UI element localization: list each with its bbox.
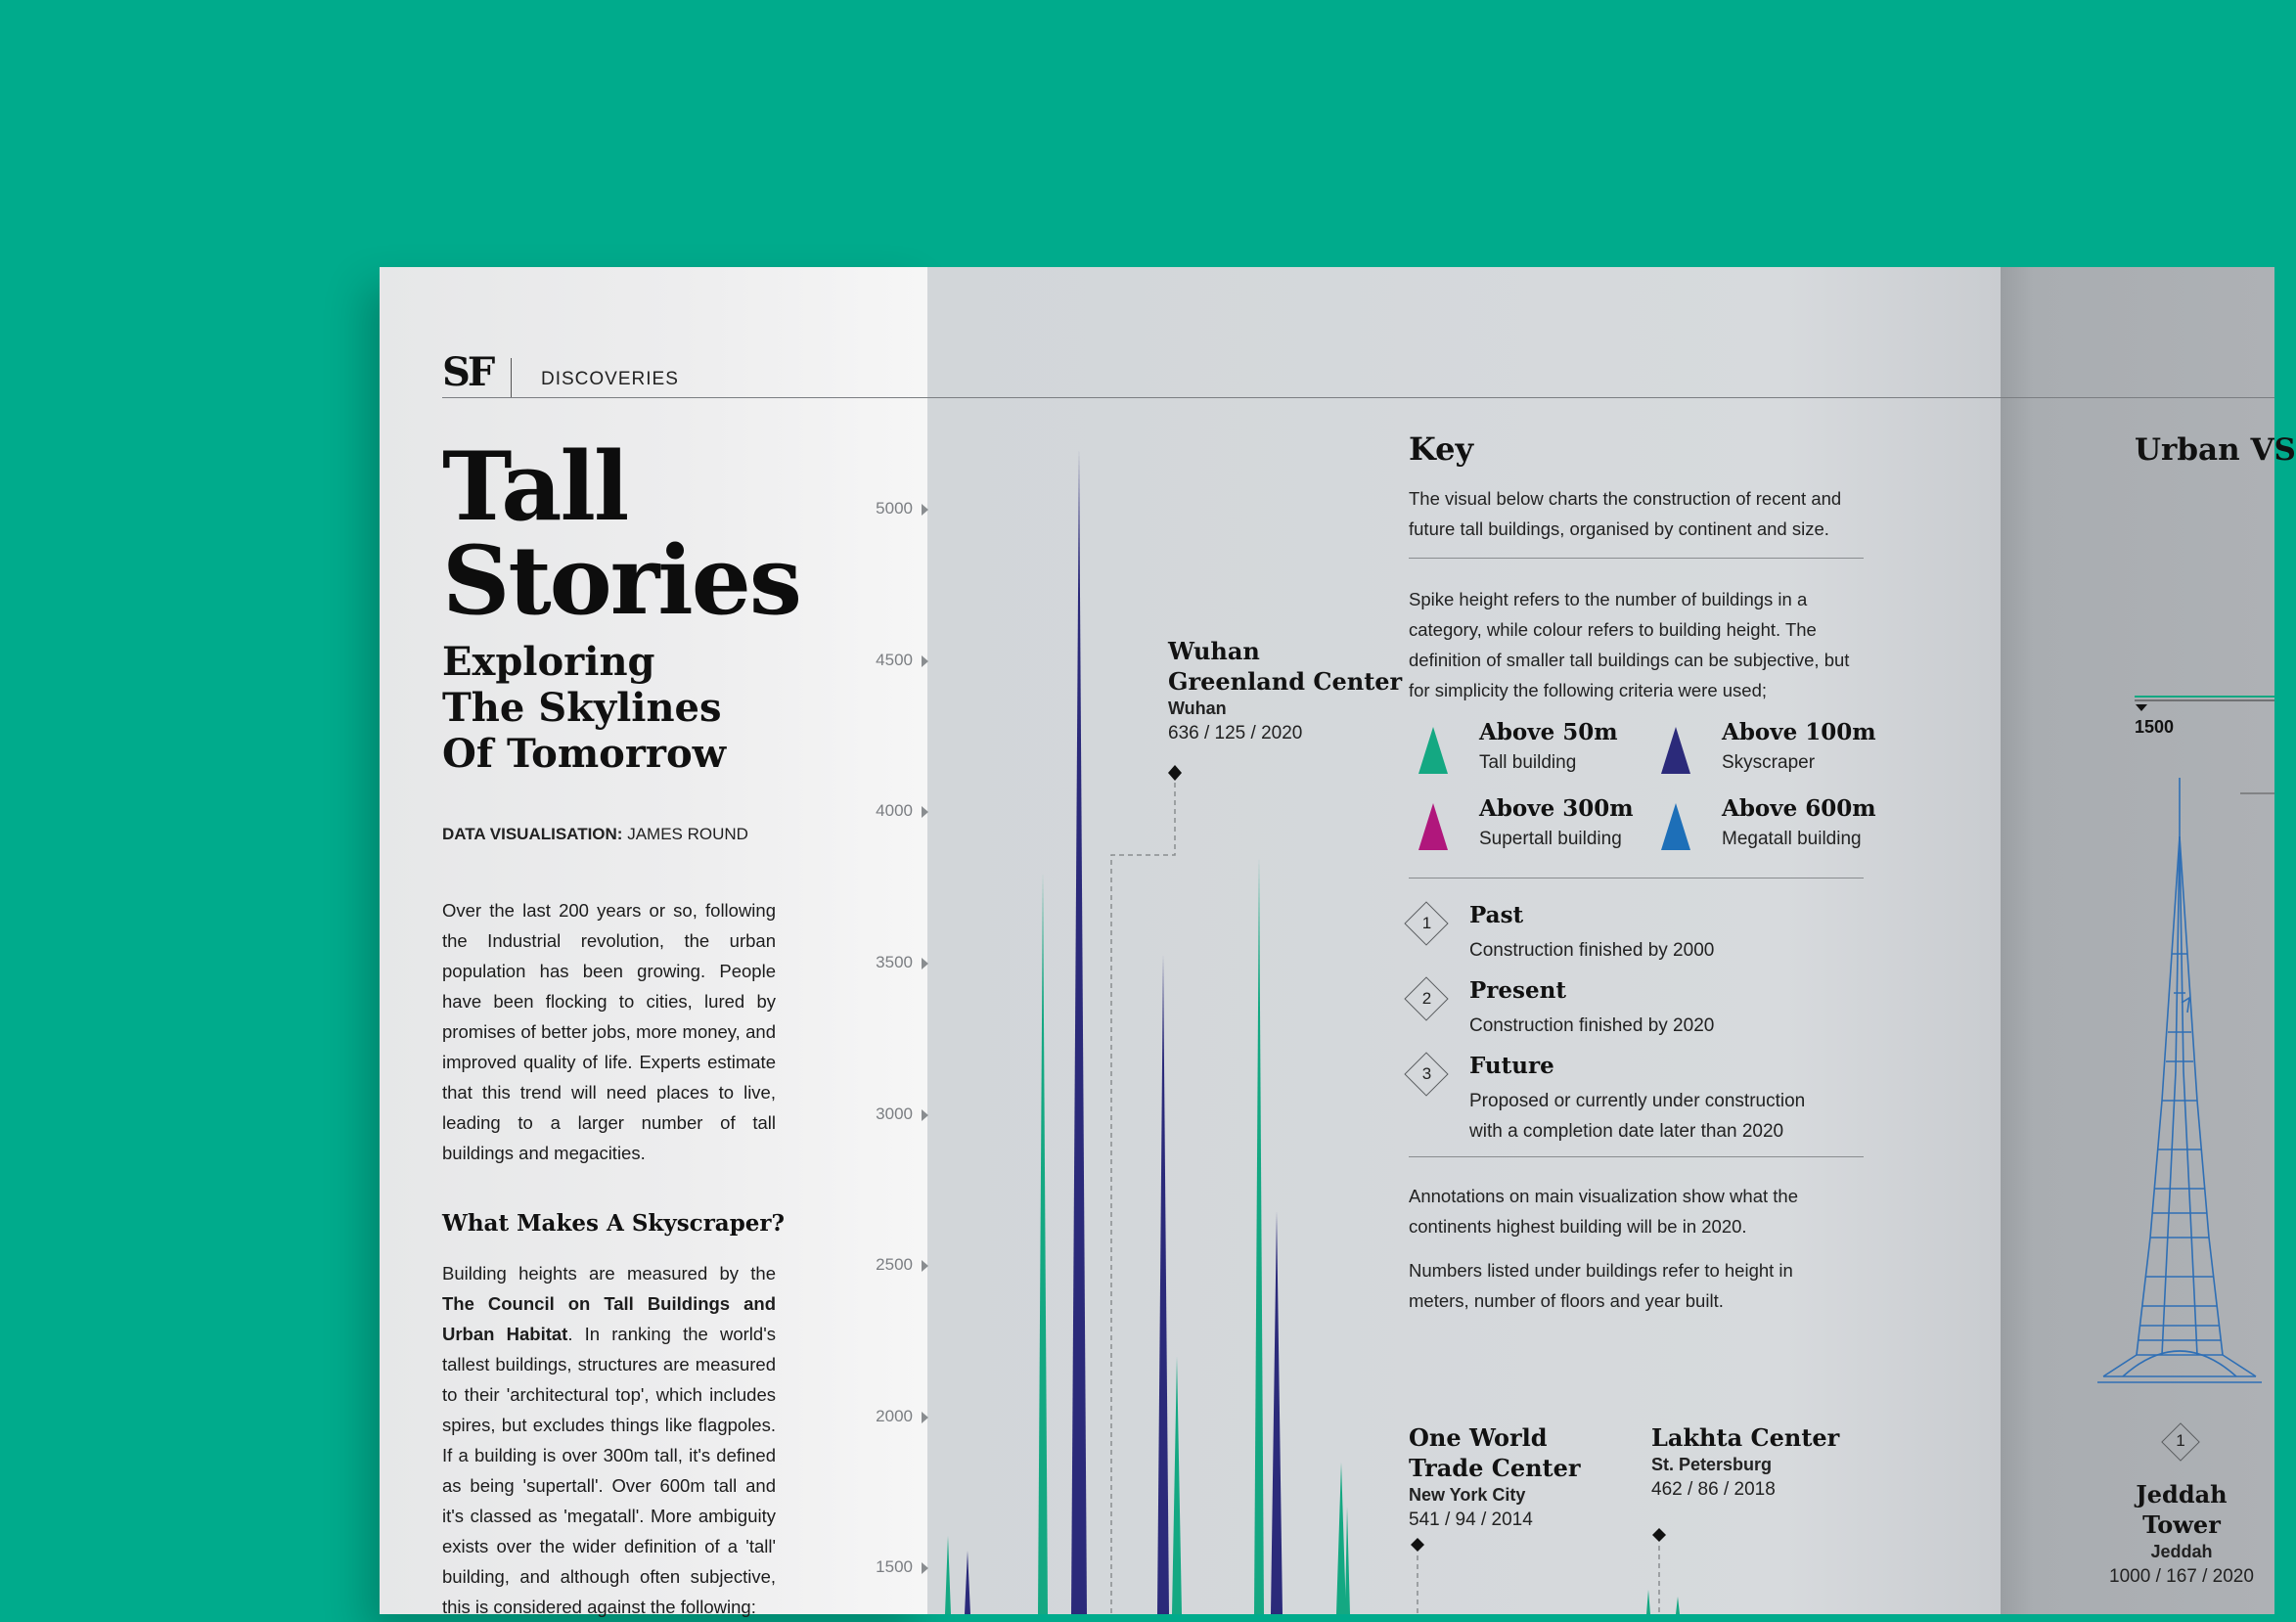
next-page-tick-label: 1500 bbox=[2135, 717, 2175, 737]
period-number: 1 bbox=[2176, 1431, 2185, 1450]
section-body-post: . In ranking the world's tallest buildings, structures are measured to their 'architectural top', which includes spires, but excludes things like flagpoles. If a building is over 300m tall, it's defined as being 'supertall'. Over 600m tall and it's classed as 'megatall'. More ambiguity exists over the wider definition of a 'tall' building, and although often subjective, this is considered against the following: bbox=[442, 1324, 776, 1617]
byline-name: JAMES ROUND bbox=[627, 825, 748, 843]
spike-above-50m bbox=[1038, 873, 1048, 1614]
spike-small bbox=[965, 1551, 970, 1614]
legend-label: Tall building bbox=[1479, 752, 1577, 773]
period-label: Construction finished by 2000 bbox=[1469, 940, 1715, 961]
callout-city: Wuhan bbox=[1168, 698, 1227, 718]
green-spike-icon bbox=[1418, 727, 1448, 774]
period-label-line: with a completion date later than 2020 bbox=[1469, 1121, 1784, 1142]
y-tick-label: 3000 bbox=[876, 1104, 913, 1123]
logo-divider bbox=[511, 358, 512, 397]
y-tick-label: 5000 bbox=[876, 499, 913, 518]
key-heading: Key bbox=[1409, 430, 1474, 468]
y-tick-marker bbox=[922, 1562, 928, 1574]
legend-label: Supertall building bbox=[1479, 829, 1622, 849]
callout-lakhta-center bbox=[1651, 1422, 1839, 1501]
spike-above-50m bbox=[1254, 858, 1264, 1614]
y-tick-marker bbox=[922, 1109, 928, 1121]
spike-above-100m bbox=[1071, 449, 1087, 1614]
y-tick-marker bbox=[922, 655, 928, 667]
callout-title-line: Jeddah bbox=[2136, 1480, 2228, 1509]
key-note-annotations: Annotations on main visualization show what the continents highest building will be in 2020. bbox=[1409, 1186, 1798, 1237]
section-heading: What Makes A Skyscraper? bbox=[442, 1210, 786, 1237]
subtitle-line-2: The Skylines bbox=[442, 685, 722, 731]
callout-stats: 1000 / 167 / 2020 bbox=[2109, 1566, 2254, 1587]
y-tick-label: 4000 bbox=[876, 801, 913, 820]
callout-stats: 462 / 86 / 2018 bbox=[1651, 1479, 1776, 1500]
callout-jeddah-tower bbox=[2084, 1479, 2279, 1588]
magazine-logo: SF bbox=[442, 349, 493, 395]
period-title: Past bbox=[1469, 902, 1524, 928]
period-title: Present bbox=[1469, 977, 1566, 1004]
callout-title-line: Tower bbox=[2142, 1510, 2221, 1539]
article-subtitle bbox=[442, 639, 726, 777]
y-tick-marker bbox=[922, 1412, 928, 1423]
legend-title: Above 50m bbox=[1479, 719, 1618, 745]
spike-chart bbox=[920, 391, 1428, 1614]
y-tick-label: 4500 bbox=[876, 651, 913, 669]
legend-label: Skyscraper bbox=[1722, 752, 1816, 773]
section-label: DISCOVERIES bbox=[541, 369, 679, 389]
period-label: Construction finished by 2020 bbox=[1469, 1015, 1715, 1036]
callout-city: St. Petersburg bbox=[1651, 1455, 1773, 1474]
spike-small bbox=[1646, 1590, 1650, 1614]
article-title bbox=[442, 431, 800, 636]
y-tick-marker bbox=[922, 806, 928, 818]
spike-above-50m bbox=[1172, 1357, 1182, 1614]
spike-small bbox=[1345, 1507, 1350, 1614]
blue-spike-icon bbox=[1661, 803, 1690, 850]
period-number: 2 bbox=[1421, 989, 1432, 1008]
y-tick-marker bbox=[922, 958, 928, 969]
bottom-callout-markers bbox=[1399, 1536, 1692, 1614]
callout-title bbox=[1168, 636, 1402, 697]
title-line-1: Tall bbox=[442, 431, 628, 542]
callout-marker bbox=[1168, 765, 1182, 781]
legend-label: Megatall building bbox=[1722, 829, 1862, 849]
key-divider bbox=[1409, 878, 1864, 879]
next-page-title: Urban VS bbox=[2135, 432, 2296, 468]
callout-stats: 541 / 94 / 2014 bbox=[1409, 1509, 1533, 1530]
spike-above-100m bbox=[1271, 1211, 1283, 1614]
legend-title: Above 600m bbox=[1722, 795, 1876, 822]
period-number: 3 bbox=[1421, 1064, 1432, 1083]
section-body-bold: The Council on Tall Buildings and Urban Habitat bbox=[442, 1293, 776, 1344]
key-divider bbox=[1409, 558, 1864, 559]
key-spike-text: Spike height refers to the number of buildings in a category, while colour refers to building height. The definition of smaller tall buildings can be subjective, but for simplicity the following criteria were used; bbox=[1409, 589, 1850, 700]
period-number: 1 bbox=[1421, 914, 1432, 932]
callout-title-line: Greenland Center bbox=[1168, 667, 1403, 696]
y-tick-marker bbox=[922, 504, 928, 516]
spike-above-50m bbox=[1336, 1463, 1346, 1614]
callout-title bbox=[1409, 1422, 1581, 1483]
title-line-2: Stories bbox=[442, 525, 800, 636]
callout-city: New York City bbox=[1409, 1485, 1526, 1505]
subtitle-line-1: Exploring bbox=[442, 639, 655, 685]
spike-small bbox=[945, 1536, 951, 1614]
subtitle-line-3: Of Tomorrow bbox=[442, 731, 727, 777]
callout-title-line: Trade Center bbox=[1409, 1454, 1581, 1482]
y-tick-label: 2500 bbox=[876, 1255, 913, 1274]
intro-paragraph: Over the last 200 years or so, following the Industrial revolution, the urban population has been growing. People have been flocking to cities, lured by promises of better jobs, more money, and improved quality of life. Experts estimate that this trend will need places to live, leading to a larger number of tall buildings and megacities. bbox=[442, 900, 776, 1163]
period-badge bbox=[2162, 1423, 2199, 1461]
callout-wuhan bbox=[1168, 636, 1402, 744]
legend bbox=[1409, 719, 1876, 876]
section-body-pre: Building heights are measured by the bbox=[442, 1263, 776, 1284]
period-label-line: Proposed or currently under construction bbox=[1469, 1091, 1806, 1111]
spike-small bbox=[1676, 1597, 1680, 1614]
legend-title: Above 300m bbox=[1479, 795, 1634, 822]
y-tick-marker bbox=[922, 1260, 928, 1272]
next-page-rule bbox=[2133, 690, 2274, 719]
navy-spike-icon bbox=[1661, 727, 1690, 774]
callout-stats: 636 / 125 / 2020 bbox=[1168, 723, 1303, 743]
byline-label: DATA VISUALISATION: bbox=[442, 825, 623, 843]
key-note-numbers: Numbers listed under buildings refer to height in meters, number of floors and year built. bbox=[1409, 1260, 1793, 1311]
key-panel bbox=[1409, 430, 1876, 1316]
callout-title: Lakhta Center bbox=[1651, 1423, 1840, 1452]
byline bbox=[442, 825, 748, 844]
period-label bbox=[1469, 1086, 1805, 1147]
key-intro: The visual below charts the construction of recent and future tall buildings, organised by continent and size. bbox=[1409, 488, 1842, 539]
legend-title: Above 100m bbox=[1722, 719, 1876, 745]
jeddah-tower-drawing bbox=[2093, 778, 2270, 1389]
callout-title-line: Wuhan bbox=[1168, 637, 1260, 665]
spike-above-100m bbox=[1157, 954, 1169, 1614]
tick-arrow-icon bbox=[2136, 704, 2147, 711]
callout-marker bbox=[1411, 1538, 1424, 1552]
magenta-spike-icon bbox=[1418, 803, 1448, 850]
callout-title-line: One World bbox=[1409, 1423, 1548, 1452]
section-body bbox=[442, 1258, 776, 1622]
y-tick-label: 3500 bbox=[876, 953, 913, 971]
key-divider bbox=[1409, 1156, 1864, 1157]
callout-one-world-trade-center bbox=[1409, 1422, 1581, 1531]
period-title: Future bbox=[1469, 1053, 1554, 1079]
period-list bbox=[1409, 902, 1864, 1156]
callout-city: Jeddah bbox=[2150, 1542, 2213, 1561]
y-tick-label: 1500 bbox=[876, 1557, 913, 1576]
y-tick-label: 2000 bbox=[876, 1407, 913, 1425]
